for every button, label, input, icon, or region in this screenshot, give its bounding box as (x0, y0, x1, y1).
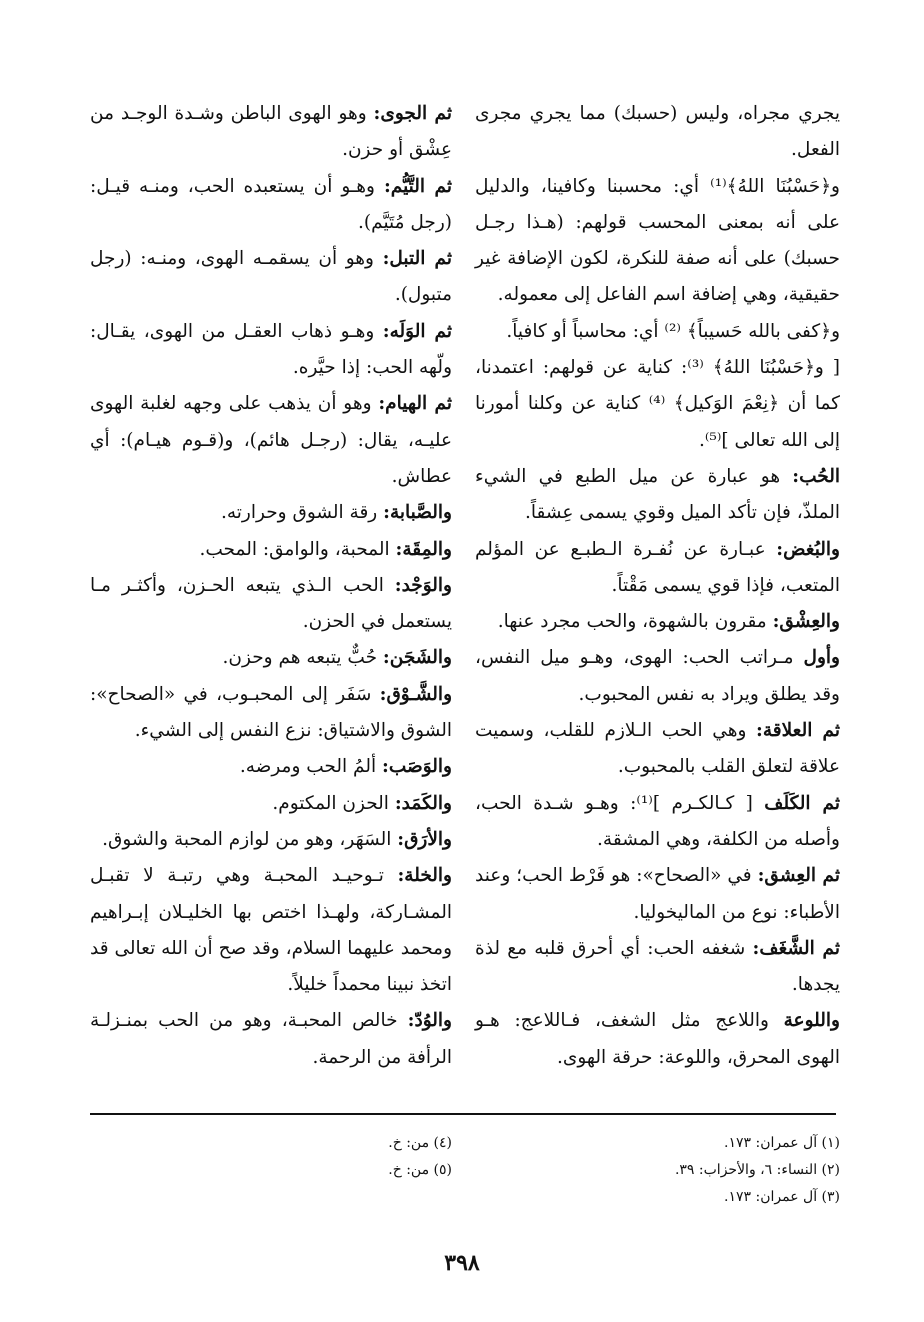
paragraph-text: يجري مجراه، وليس (حسبك) مما يجري مجرى الفعل. (475, 103, 840, 161)
paragraph (475, 96, 840, 169)
entry-araq (90, 822, 452, 858)
entry-term: والشَجَن: (382, 647, 452, 669)
entry-tayyum (90, 169, 452, 242)
entry-text: حُبٌّ يتبعه هم وحزن. (222, 647, 383, 669)
entry-text: الحب الـذي يتبعه الحـزن، وأكثـر مـا يستعمل في الحزن. (90, 574, 452, 633)
entry-wajd (90, 568, 452, 641)
entry-term: والصَّبابة: (383, 502, 452, 524)
entry-text: وهو أن يذهب على وجهه لغلبة الهوى عليـه، يقال: (رجـل هائم)، و(قـوم هيـام): أي عطاش. (90, 393, 452, 487)
entry-shaghaf (475, 931, 840, 1004)
entry-term: والشَّـوْق: (379, 683, 452, 705)
entry-term: والوَصَب: (382, 756, 452, 778)
entry-term: والمِقَة: (395, 538, 452, 560)
footnote: (٥) من: خ. (388, 1162, 452, 1178)
entry-ishq (475, 604, 840, 640)
paragraph-text: و﴿كفى بالله حَسيباً﴾ ⁽²⁾ أي: محاسباً أو كافياً. (506, 320, 840, 342)
entry-term: والوَجْد: (394, 574, 452, 596)
entry-term: والأرَق: (397, 828, 452, 850)
entry-text: مقرون بالشهوة، والحب مجرد عنها. (497, 611, 773, 633)
page-number: ٣٩٨ (444, 1250, 480, 1276)
entry-text: وهو الهوى الباطن وشـدة الوجـد من عِشْق أو حزن. (90, 103, 452, 161)
entry-text: ألمُ الحب ومرضه. (239, 756, 383, 778)
footnote-divider (90, 1113, 836, 1115)
entry-miqa (90, 532, 452, 568)
entry-wasab (90, 749, 452, 785)
entry-term: واللوعة (783, 1010, 840, 1032)
entry-kalaf (475, 786, 840, 859)
entry-tabl (90, 241, 452, 314)
entry-term: ثم الجوى: (373, 103, 452, 124)
left-column (90, 96, 452, 1076)
entry-text: الحزن المكتوم. (272, 792, 395, 814)
entry-term: ثم العلاقة: (756, 720, 841, 742)
entry-text: المحبة، والوامق: المحب. (199, 538, 396, 560)
entry-ishq-2 (475, 858, 840, 931)
entry-text: واللاعج مثل الشغف، فـاللاعج: هـو الهوى المحرق، واللوعة: حرقة الهوى. (475, 1010, 840, 1068)
entry-hiyam (90, 386, 452, 495)
paragraph (475, 314, 840, 350)
entry-term: ثم التَّيُّم: (383, 175, 452, 197)
paragraph (475, 169, 840, 314)
entry-term: ثم الوَلَه: (382, 320, 453, 342)
entry-text: وهـو أن يستعبده الحب، ومنـه قيـل: (رجل مُتَيَّم). (90, 175, 452, 233)
entry-term: ثم الشَّغَف: (752, 937, 840, 959)
entry-term: ثم العِشق: (757, 865, 840, 887)
entry-hubb (475, 459, 840, 532)
entry-term: ثم الهيام: (378, 393, 452, 415)
paragraph-text: و﴿حَسْبُنَا اللهُ﴾⁽¹⁾ أي: محسبنا وكافينا، والدليل على أنه بمعنى المحسب قولهم: (هـذا رجـل حسبك) على أنه صفة للنكرة، لكون الإضافة غير حقيقية، وهي إضافة اسم الفاعل إلى معموله. (475, 175, 840, 306)
entry-khulla (90, 858, 452, 1003)
footnote: (٣) آل عمران: ١٧٣. (724, 1189, 840, 1205)
entry-term: والوُدّ: (407, 1010, 452, 1032)
entry-text: وهـو ذهاب العقـل من الهوى، يقـال: ولّهه الحب: إذا حيَّره. (90, 320, 452, 379)
entry-term: والكَمَد: (394, 792, 452, 814)
entry-wudd (90, 1003, 452, 1076)
right-column (475, 96, 840, 1076)
entry-term: ثم التبل: (382, 248, 452, 270)
entry-term: ثم الكَلَف (764, 792, 840, 814)
entry-term: والعِشْق: (772, 611, 840, 633)
entry-lawa (475, 1003, 840, 1076)
entry-awwal (475, 640, 840, 713)
entry-text: في «الصحاح»: هو فَرْط الحب؛ وعند الأطباء: نوع من الماليخوليا. (475, 865, 840, 923)
entry-text: عبـارة عن نُفـرة الـطبـع عن المؤلم المتعب، فإذا قوي يسمى مَقْتاً. (475, 538, 840, 596)
entry-text: سَفَر إلى المحبـوب، في «الصحاح»: الشوق والاشتياق: نزع النفس إلى الشيء. (90, 683, 452, 742)
entry-text: وهو أن يسقمـه الهوى، ومنـه: (رجل متبول). (90, 248, 452, 306)
entry-text: مـراتب الحب: الهوى، وهـو ميل النفس، وقد يطلق ويراد به نفس المحبوب. (475, 647, 840, 705)
footnotes-left (240, 1130, 452, 1184)
entry-term: والخلة: (397, 865, 452, 887)
footnote: (٢) النساء: ٦، والأحزاب: ٣٩. (674, 1162, 840, 1178)
entry-text: [ كـالكـرم ]⁽¹⁾: وهـو شـدة الحب، وأصله من الكلفة، وهي المشقة. (475, 792, 840, 850)
entry-shajan (90, 640, 452, 676)
entry-term: وأول (803, 647, 840, 669)
entry-text: رقة الشوق وحرارته. (220, 502, 384, 524)
entry-alaqa (475, 713, 840, 786)
entry-walah (90, 314, 452, 387)
footnote: (٤) من: خ. (388, 1135, 452, 1151)
entry-kamad (90, 786, 452, 822)
entry-term: والبُغض: (776, 538, 840, 560)
entry-text: تـوحيـد المحبـة وهي رتبـة لا تقبـل المشـاركة، ولهـذا اختص بها الخليـلان إبـراهيم ومحمد عليهما السلام، وقد صح أن الله تعالى قد اتخذ نبينا محمداً خليلاً. (90, 865, 452, 996)
entry-jawa (90, 96, 452, 169)
entry-term: الحُب: (792, 465, 840, 487)
paragraph (475, 350, 840, 459)
entry-text: وهي الحب الـلازم للقلب، وسميت علاقة لتعلق القلب بالمحبوب. (475, 720, 840, 778)
entry-sababa (90, 495, 452, 531)
entry-shawq (90, 677, 452, 750)
footnotes-right (480, 1130, 840, 1211)
entry-text: السَهَر، وهو من لوازم المحبة والشوق. (102, 828, 398, 850)
entry-text: هو عبارة عن ميل الطبع في الشيء الملذّ، فإن تأكد الميل وقوي يسمى عِشقاً. (475, 465, 840, 524)
entry-bughd (475, 532, 840, 605)
paragraph-text: [ و﴿حَسْبُنَا اللهُ﴾ ⁽³⁾: كناية عن قولهم: اعتمدنا، كما أن ﴿نِعْمَ الوَكيل﴾ ⁽⁴⁾ كناية عن وكلنا أمورنا إلى الله تعالى ]⁽⁵⁾. (475, 357, 840, 451)
entry-text: شغفه الحب: أي أحرق قلبه مع لذة يجدها. (475, 937, 840, 996)
entry-text: خالص المحبـة، وهو من الحب بمنـزلـة الرأفة من الرحمة. (90, 1010, 452, 1068)
footnote: (١) آل عمران: ١٧٣. (724, 1135, 840, 1151)
